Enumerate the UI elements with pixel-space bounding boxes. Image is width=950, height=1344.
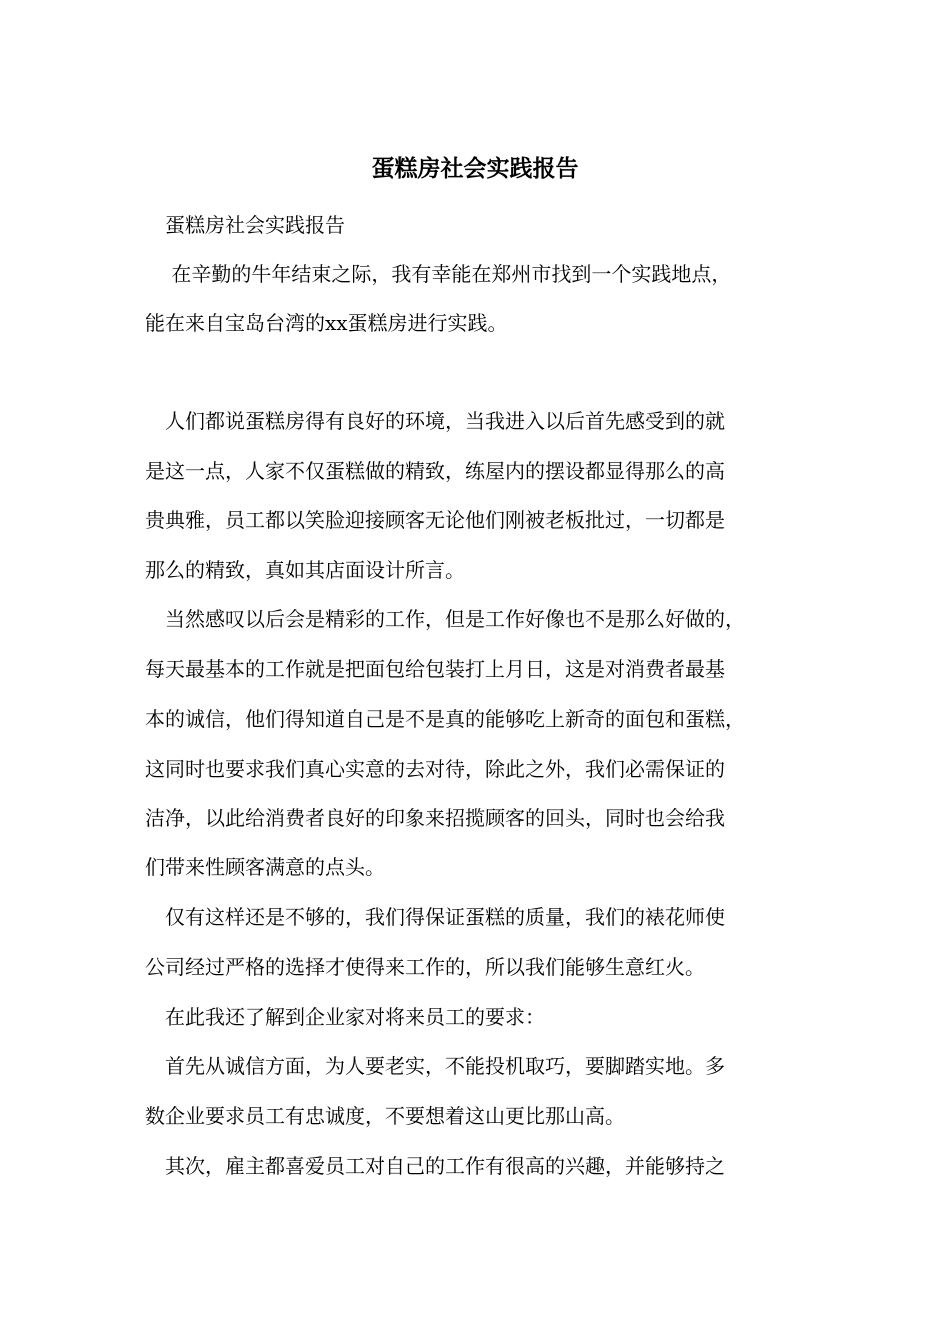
body-line: 其次，雇主都喜爱员工对自己的工作有很高的兴趣，并能够持之: [145, 1154, 725, 1178]
body-line: 这同时也要求我们真心实意的去对待，除此之外，我们必需保证的: [145, 757, 725, 781]
body-line: 蛋糕房社会实践报告: [145, 213, 345, 237]
body-line: 首先从诚信方面，为人要老实，不能投机取巧，要脚踏实地。多: [145, 1054, 725, 1078]
body-line: 在此我还了解到企业家对将来员工的要求：: [145, 1005, 545, 1029]
document-title: 蛋糕房社会实践报告: [371, 155, 579, 182]
body-line: 洁净，以此给消费者良好的印象来招揽顾客的回头，同时也会给我: [145, 806, 725, 830]
body-line: 数企业要求员工有忠诚度，不要想着这山更比那山高。: [145, 1104, 625, 1128]
body-line: 当然感叹以后会是精彩的工作，但是工作好像也不是那么好做的，: [145, 607, 745, 631]
body-line: 本的诚信，他们得知道自己是不是真的能够吃上新奇的面包和蛋糕，: [145, 707, 745, 731]
body-line: 们带来性顾客满意的点头。: [145, 855, 385, 879]
body-line: 贵典雅，员工都以笑脸迎接顾客无论他们刚被老板批过，一切都是: [145, 508, 725, 532]
body-line: 在辛勤的牛年结束之际，我有幸能在郑州市找到一个实践地点，: [145, 262, 732, 286]
body-line: 是这一点，人家不仅蛋糕做的精致，练屋内的摆设都显得那么的高: [145, 459, 725, 483]
body-line: 那么的精致，真如其店面设计所言。: [145, 558, 465, 582]
body-line: 能在来自宝岛台湾的xx蛋糕房进行实践。: [145, 311, 508, 335]
body-line: 仅有这样还是不够的，我们得保证蛋糕的质量，我们的裱花师使: [145, 905, 725, 929]
body-line: 公司经过严格的选择才使得来工作的，所以我们能够生意红火。: [145, 955, 705, 979]
body-line: 人们都说蛋糕房得有良好的环境，当我进入以后首先感受到的就: [145, 409, 725, 433]
body-line: 每天最基本的工作就是把面包给包装打上月日，这是对消费者最基: [145, 657, 725, 681]
